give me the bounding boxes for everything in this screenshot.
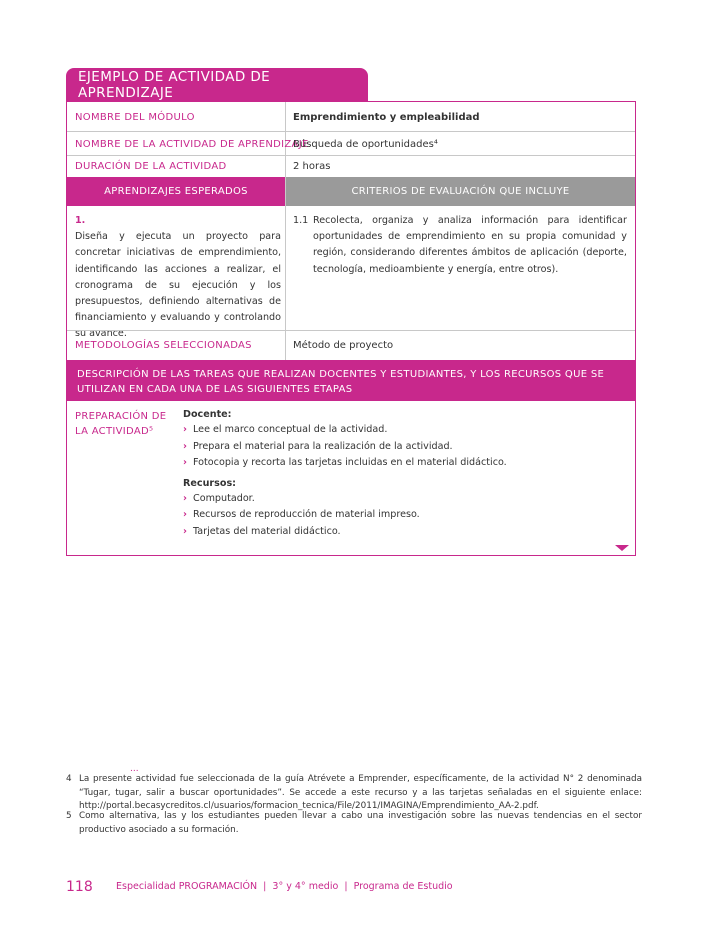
- descripcion-banner: DESCRIPCIÓN DE LAS TAREAS QUE REALIZAN DOCENTES Y ESTUDIANTES, Y LOS RECURSOS QUE SE UTILIZAN EN CADA UNA DE LAS SIGUIENTES ETAPAS: [67, 360, 635, 401]
- metodologias-label: METODOLOGÍAS SELECCIONADAS: [75, 340, 252, 351]
- preparacion-label: PREPARACIÓN DE LA ACTIVIDAD⁵: [75, 411, 167, 437]
- bullet-icon: ›: [183, 440, 187, 452]
- preparacion-content: [183, 409, 623, 540]
- bullet-icon: ›: [183, 509, 187, 520]
- list-item: › Computador.: [183, 491, 623, 508]
- duracion-value: 2 horas: [293, 161, 331, 172]
- page-number: 118: [66, 879, 93, 895]
- page-footer: [66, 879, 453, 895]
- footer-info: [116, 881, 453, 892]
- section-header-row: [67, 177, 635, 206]
- aprendizaje-cell: [75, 213, 281, 343]
- footnote-text: La presente actividad fue seleccionada de la guía Atrévete a Emprender, específicamente, de la actividad N° 2 denominada “Tugar, tugar, salir a buscar oportunidades”. Se accede a este recurso y a las tarjetas señaladas en el siguiente enlace: http://portal.becasycreditos.cl/usuarios/formacion_tecnica/File/2011/IMAGINA/Emprendimiento_AA-2.pdf.: [79, 774, 642, 811]
- continue-arrow-icon: [615, 545, 629, 551]
- footnote-4: [66, 773, 642, 814]
- list-item: › Prepara el material para la realización de la actividad.: [183, 439, 623, 456]
- list-item: › Recursos de reproducción de material impreso.: [183, 507, 623, 524]
- footnote-number: 5: [66, 811, 72, 821]
- footer-especialidad: Especialidad PROGRAMACIÓN: [116, 881, 258, 892]
- criterio-text: Recolecta, organiza y analiza información para identificar oportunidades de emprendimiento en su propia comunidad y región, considerando diferentes ámbitos de aplicación (deporte, tecnología, medioambiente y energía, entre otros).: [313, 215, 627, 275]
- tab-title: EJEMPLO DE ACTIVIDAD DE APRENDIZAJE: [78, 69, 271, 101]
- footer-programa: Programa de Estudio: [353, 881, 453, 892]
- footnote-text: Como alternativa, las y los estudiantes pueden llevar a cabo una investigación sobre las nuevas tendencias en el sector productivo asociado a su formación.: [79, 811, 642, 835]
- activity-example-tab: [66, 68, 368, 102]
- list-item: › Lee el marco conceptual de la actividad.: [183, 422, 623, 439]
- criterios-header: CRITERIOS DE EVALUACIÓN QUE INCLUYE: [286, 177, 635, 206]
- docente-list: [183, 422, 623, 472]
- aprendizaje-text: Diseña y ejecuta un proyecto para concretar iniciativas de emprendimiento, identificando las acciones a realizar, el cronograma de su ejecución y los presupuestos, definiendo alternativas de financiamiento y evaluando y controlando su avance.: [75, 231, 281, 340]
- actividad-value: Búsqueda de oportunidades⁴: [293, 139, 438, 150]
- criterio-number: 1.1: [293, 215, 309, 226]
- row-duracion: [67, 156, 635, 177]
- aprendizaje-number: 1.: [75, 215, 86, 226]
- bullet-icon: ›: [183, 457, 187, 468]
- modulo-label: NOMBRE DEL MÓDULO: [75, 112, 195, 123]
- row-metodologias: [67, 330, 635, 360]
- footnote-separator: ...: [130, 764, 139, 774]
- bullet-icon: ›: [183, 525, 187, 537]
- docente-title: Docente:: [183, 409, 232, 420]
- footnote-number: 4: [66, 774, 72, 784]
- bullet-icon: ›: [183, 492, 187, 504]
- footer-separator: |: [263, 881, 267, 892]
- row-modulo: [67, 102, 635, 132]
- footer-separator: |: [344, 881, 348, 892]
- actividad-label: NOMBRE DE LA ACTIVIDAD DE APRENDIZAJE: [75, 139, 309, 150]
- recursos-list: [183, 491, 623, 541]
- duracion-label: DURACIÓN DE LA ACTIVIDAD: [75, 161, 227, 172]
- activity-table: [66, 101, 636, 556]
- footnote-5: [66, 810, 642, 837]
- list-item: › Fotocopia y recorta las tarjetas incluidas en el material didáctico.: [183, 455, 623, 472]
- footer-nivel: 3° y 4° medio: [272, 881, 339, 892]
- aprendizajes-header: APRENDIZAJES ESPERADOS: [67, 177, 285, 206]
- metodologias-value: Método de proyecto: [293, 340, 394, 351]
- modulo-value: Emprendimiento y empleabilidad: [293, 112, 480, 123]
- recursos-title: Recursos:: [183, 477, 236, 489]
- criterio-cell: [293, 213, 627, 278]
- row-actividad: [67, 132, 635, 156]
- bullet-icon: ›: [183, 424, 187, 435]
- list-item: › Tarjetas del material didáctico.: [183, 524, 623, 541]
